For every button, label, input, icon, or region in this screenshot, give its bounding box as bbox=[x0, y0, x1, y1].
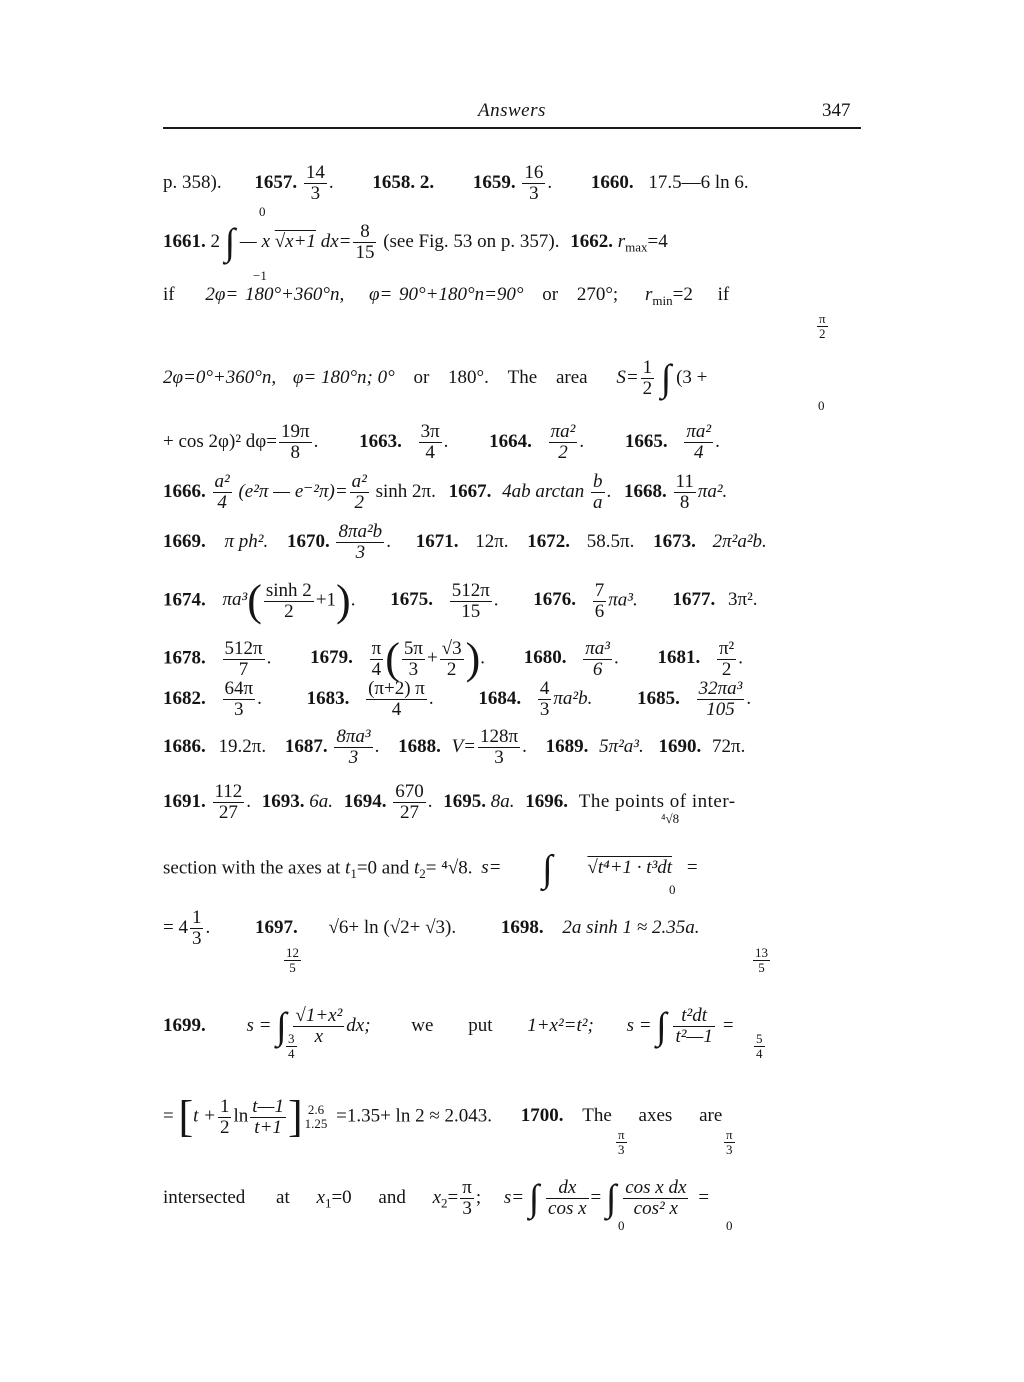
problem-number: 1683. bbox=[306, 687, 350, 709]
integral-upper-limit: π 3 bbox=[726, 1127, 733, 1157]
problem-number: 1671. bbox=[415, 530, 459, 552]
problem-number: 1680. bbox=[523, 647, 567, 669]
problem-number: 1675. bbox=[390, 589, 433, 611]
integral-upper-limit: ⁴√8 bbox=[661, 811, 680, 826]
problem-number: 1695. bbox=[443, 790, 487, 812]
problem-number: 1699. bbox=[163, 1014, 206, 1036]
problem-number: 1677. bbox=[672, 589, 716, 611]
problem-number: 1681. bbox=[657, 647, 701, 669]
problem-number: 1690. bbox=[658, 735, 702, 757]
integral-upper-limit: 0 bbox=[259, 204, 266, 219]
problem-number: 1697. bbox=[254, 916, 298, 938]
running-header-title: Answers bbox=[478, 100, 546, 121]
problem-number: 1678. bbox=[163, 647, 206, 669]
problem-number: 1682. bbox=[163, 687, 206, 709]
answer-line-3: if 2φ= 180°+360°n, φ= 90°+180°n=90° or 270°; $r_{min}=2$ if bbox=[163, 284, 730, 308]
problem-number: 1660. bbox=[590, 171, 634, 193]
answer-line-10: 1682. $\frac{64\pi}{3}$ . 1683. $\frac{(\pi+2) \pi}{4}$ . 1684. $\frac{4}{3}$ πa²b. 1685. $\frac{\text{32πa³}}{105}$ . bbox=[163, 678, 752, 720]
integral-sign: ∫ bbox=[656, 1005, 667, 1048]
answer-line-2: 1661. 2 ∫ — x √x+1 dx= $\frac{8}{15}$ (see Fig. 53 on p. 357). 1662. $r_{max}=4$ bbox=[163, 221, 668, 264]
text: p. 358). bbox=[163, 171, 222, 193]
answer-line-16: = [t + $\frac{1}{2}$ ln $\frac{t—1}{t+1}$ ] 2.6 1.25 =1.35+ ln 2 ≈ 2.043. 1700. The axes are bbox=[163, 1092, 723, 1141]
problem-number: 1666. bbox=[163, 480, 206, 502]
problem-number: 1669. bbox=[163, 530, 206, 552]
problem-number: 1672. bbox=[527, 530, 571, 552]
problem-number: 1684. bbox=[478, 687, 522, 709]
problem-number: 1696. bbox=[525, 790, 569, 812]
answer-line-9: 1678. $\frac{512\pi}{7}$ . 1679. $\frac{\pi}{4}$ ( $\frac{5\pi}{3}$ + $\frac{√3}{2}$ ). 1680. $\frac{\text{πa³}}{6}$ . 1681. $\frac{\text{π²}}{2}$ . bbox=[163, 634, 744, 683]
problem-number: 1698. bbox=[500, 916, 544, 938]
problem-number: 1679. bbox=[310, 647, 353, 669]
integral-lower-limit: 0 bbox=[818, 398, 825, 413]
answer-line-4: 2φ=0°+360°n, φ= 180°n; 0° or 180°. The area S= $\frac{1}{2}$ ∫ (3 + bbox=[163, 357, 708, 400]
problem-number: 1691. bbox=[163, 790, 206, 812]
integral-upper-limit: π 2 bbox=[819, 311, 826, 341]
header-rule bbox=[163, 127, 861, 129]
integral-lower-limit: 3 4 bbox=[288, 1031, 295, 1061]
problem-number: 1685. bbox=[637, 687, 680, 709]
fraction: $\frac{14}{3}$ bbox=[305, 162, 325, 204]
answer-line-5: + cos 2φ)² dφ= $\frac{19\pi}{8}$ . 1663. $\frac{3\pi}{4}$ . 1664. $\frac{\text{πa²}}{2}$ . 1665. $\frac{\text{πa²}}{4}$ . bbox=[163, 421, 720, 463]
problem-number: 1661. bbox=[163, 230, 206, 252]
integral-lower-limit: 0 bbox=[726, 1218, 733, 1233]
integral-sign: ∫ bbox=[660, 357, 672, 400]
integral-sign: ∫ bbox=[528, 1177, 540, 1220]
problem-number: 1688. bbox=[398, 735, 441, 757]
fraction: $\frac{16}{3}$ bbox=[524, 162, 544, 204]
problem-number: 1670. bbox=[286, 530, 330, 552]
problem-number: 1676. bbox=[533, 589, 577, 611]
problem-number: 1693. bbox=[261, 790, 305, 812]
answer-line-8: 1674. πa³( $\frac{\sinh 2}{2}$ +1). 1675. $\frac{512\pi}{15}$ . 1676. $\frac{7}{6}$ πa³. 1677. 3π². bbox=[163, 576, 758, 625]
problem-number: 1658. 2. bbox=[372, 171, 435, 193]
answer-line-6: 1666. $\frac{\text{a²}}{4}$ (e²π — e⁻²π)= $\frac{\text{a²}}{2}$ sinh 2π. 1667. 4ab arctan $\frac{b}{a}$ . 1668. $\frac{11}{8}$ πa². bbox=[163, 471, 728, 513]
integral-sign: ∫ bbox=[224, 221, 236, 264]
problem-number: 1689. bbox=[545, 735, 589, 757]
answer-line-12: 1691. $\frac{112}{27}$ . 1693. 6a. 1694. $\frac{670}{27}$ . 1695. 8a. 1696. The points of inter- bbox=[163, 781, 736, 823]
problem-number: 1700. bbox=[520, 1105, 564, 1127]
problem-number: 1665. bbox=[624, 430, 668, 452]
integral-sign: ∫ bbox=[606, 1177, 617, 1220]
page-number: 347 bbox=[822, 100, 851, 121]
integral-lower-limit: 0 bbox=[618, 1218, 625, 1233]
problem-number: 1694. bbox=[343, 790, 387, 812]
integral-lower-limit: −1 bbox=[253, 268, 267, 283]
text: 17.5—6 ln 6. bbox=[648, 171, 749, 193]
problem-number: 1667. bbox=[448, 480, 492, 502]
problem-number: 1657. bbox=[254, 171, 298, 193]
answer-line-14: = 4 $\frac{1}{3}$ . 1697. √6+ ln (√2+ √3). 1698. 2a sinh 1 ≈ 2.35a. bbox=[163, 907, 700, 949]
problem-number: 1664. bbox=[489, 430, 532, 452]
problem-number: 1662. bbox=[570, 230, 613, 252]
answer-line-11: 1686. 19.2π. 1687. $\frac{\text{8πa³}}{3}$ . 1688. V= $\frac{128\pi}{3}$ . 1689. 5π²a³. 1690. 72π. bbox=[163, 726, 746, 768]
answer-line-7: 1669. π ph². 1670. $\frac{\text{8πa²b}}{3}$ . 1671. 12π. 1672. 58.5π. 1673. 2π²a²b. bbox=[163, 521, 767, 563]
integral-upper-limit: π 3 bbox=[618, 1127, 625, 1157]
integral-upper-limit: 13 5 bbox=[755, 945, 768, 975]
problem-number: 1663. bbox=[359, 430, 402, 452]
problem-number: 1687. bbox=[284, 735, 328, 757]
answer-line-1: p. 358). 1657. $\frac{14}{3}$ . 1658. 2. 1659. $\frac{16}{3}$ . 1660. 17.5—6 ln 6. bbox=[163, 162, 749, 204]
integral-lower-limit: 0 bbox=[669, 882, 676, 897]
answer-line-15: 1699. s = ∫ $\frac{\text{√1+x²}}{x}$ dx; we put 1+x²=t²; s = ∫ $\frac{\text{t²dt}}{\text{t²—1}}$ = bbox=[163, 1005, 734, 1048]
fraction: $\frac{1}{2}$ bbox=[642, 357, 653, 399]
problem-number: 1659. bbox=[472, 171, 516, 193]
fraction: $\frac{8}{15}$ bbox=[355, 221, 375, 263]
problem-number: 1674. bbox=[163, 589, 206, 611]
answer-line-13: section with the axes at $t_1=0$ and $t_2= ^4√8$. s= ∫ √t⁴+1 · t³dt = bbox=[163, 848, 698, 890]
integral-sign: ∫ bbox=[542, 848, 553, 890]
integral-lower-limit: 5 4 bbox=[756, 1031, 763, 1061]
problem-number: 1686. bbox=[163, 735, 206, 757]
integral-sign: ∫ bbox=[276, 1005, 287, 1048]
integral-upper-limit: 12 5 bbox=[286, 945, 299, 975]
problem-number: 1668. bbox=[624, 480, 667, 502]
answer-line-17: intersected at $x_1=0$ and $x_2=$ $\frac{\pi}{3}$ ; s= ∫ $\frac{dx}{\text{cos x}}$ = ∫ $\frac{\text{cos x dx}}{\text{cos² x}}$ = bbox=[163, 1177, 710, 1220]
problem-number: 1673. bbox=[653, 530, 696, 552]
